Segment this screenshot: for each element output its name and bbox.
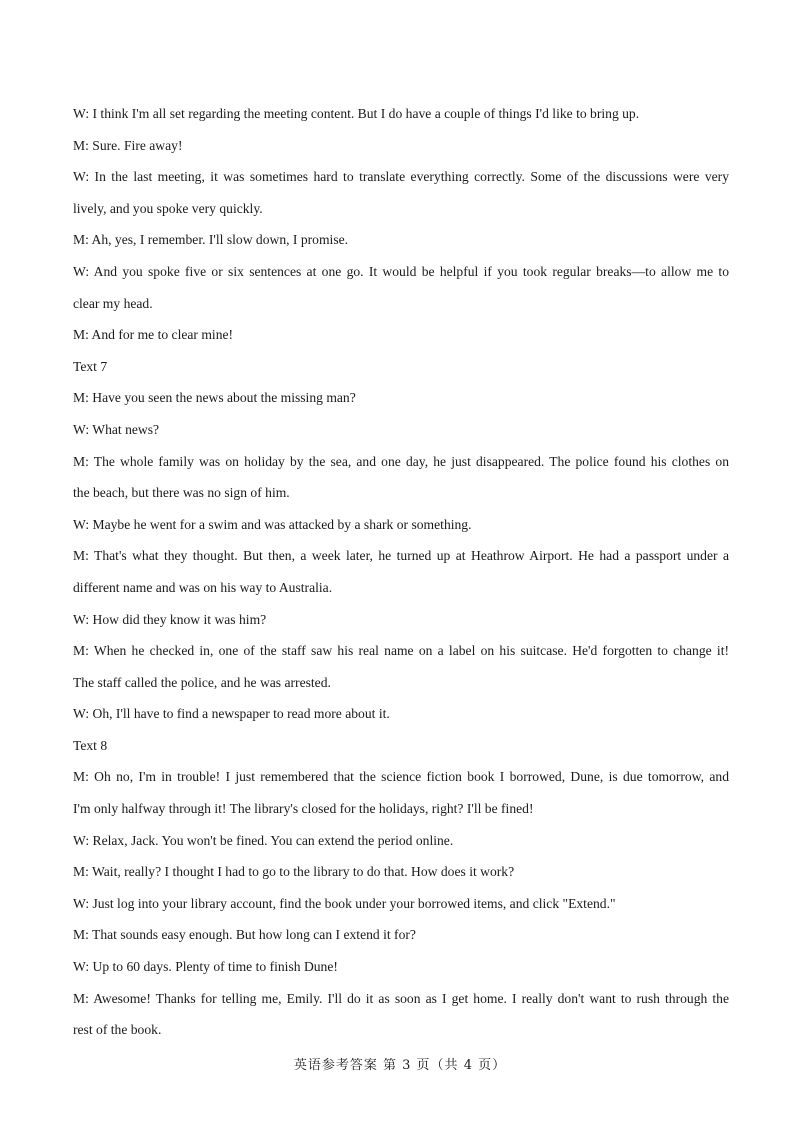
transcript-line: M: Oh no, I'm in trouble! I just remembered that the science fiction book I borrowed, Dune, is due tomorrow, and [73,769,729,785]
transcript-line: W: What news? [73,421,160,437]
transcript-line: the beach, but there was no sign of him. [73,485,290,501]
transcript-line: different name and was on his way to Australia. [73,579,333,595]
transcript-line: W: Relax, Jack. You won't be fined. You can extend the period online. [73,832,454,848]
transcript-line: W: In the last meeting, it was sometimes hard to translate everything correctly. Some of the discussions were very [73,169,729,185]
page-footer: 英语参考答案 第 3 页（共 4 页） [293,1058,507,1073]
transcript-line: M: That sounds easy enough. But how long can I extend it for? [73,927,416,943]
transcript-line: M: Ah, yes, I remember. I'll slow down, I promise. [73,232,349,248]
transcript-line: W: Just log into your library account, find the book under your borrowed items, and click "Extend." [73,895,616,911]
transcript-line: Text 7 [73,358,108,374]
transcript-line: M: When he checked in, one of the staff saw his real name on a label on his suitcase. He'd forgotten to change it! [73,643,729,659]
transcript-line: clear my head. [73,295,153,311]
transcript-line: M: Have you seen the news about the missing man? [73,390,356,406]
transcript-line: M: Wait, really? I thought I had to go to the library to do that. How does it work? [73,864,515,880]
transcript-line: W: Up to 60 days. Plenty of time to finish Dune! [73,959,338,975]
transcript-line: M: That's what they thought. But then, a week later, he turned up at Heathrow Airport. He had a passport under a [73,548,729,564]
transcript-line: W: I think I'm all set regarding the meeting content. But I do have a couple of things I'd like to bring up. [73,106,640,121]
transcript-line: W: Maybe he went for a swim and was attacked by a shark or something. [73,516,472,532]
transcript-line: W: And you spoke five or six sentences at one go. It would be helpful if you took regular breaks—to allow me to [73,263,729,279]
transcript-line: M: And for me to clear mine! [73,327,234,343]
transcript-line: W: Oh, I'll have to find a newspaper to read more about it. [73,706,390,722]
transcript-line: lively, and you spoke very quickly. [73,200,263,216]
transcript-line: rest of the book. [73,1022,162,1038]
transcript-line: M: Sure. Fire away! [73,137,183,153]
transcript-line: Text 8 [73,737,108,753]
transcript-line: I'm only halfway through it! The library's closed for the holidays, right? I'll be fined! [73,801,534,817]
transcript-line: M: The whole family was on holiday by the sea, and one day, he just disappeared. The police found his clothes on [73,453,729,469]
transcript-line: The staff called the police, and he was arrested. [73,674,331,690]
transcript-body [73,98,729,1046]
transcript-line: M: Awesome! Thanks for telling me, Emily. I'll do it as soon as I get home. I really don't want to rush through the [73,990,729,1006]
transcript-line: W: How did they know it was him? [73,611,267,627]
